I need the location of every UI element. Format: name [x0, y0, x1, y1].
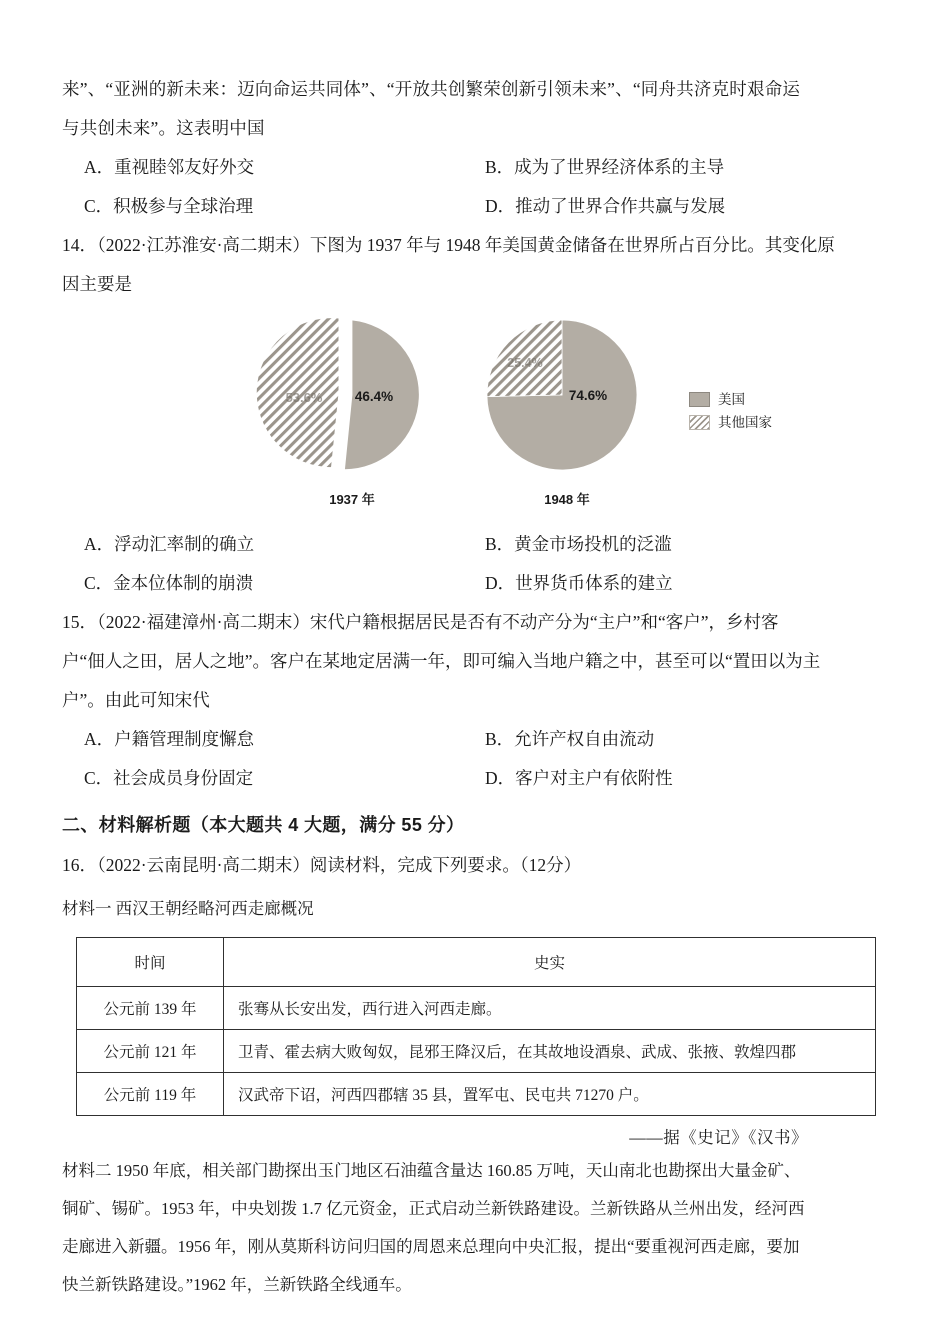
question16-stem: 16．（2022·云南昆明·高二期末）阅读材料，完成下列要求。（12分） [62, 855, 582, 875]
material-one-source: ——据《史记》《汉书》 [629, 1128, 808, 1147]
continuation-line-2: 与共创未来”。这表明中国 [62, 118, 265, 138]
pie-chart-1948 [462, 310, 672, 508]
option-row-cd [62, 187, 888, 226]
table-header-time: 时间 [77, 938, 224, 987]
q14-option-a[interactable]: A．浮动汇率制的确立 [84, 534, 255, 554]
legend-item-other [689, 411, 772, 434]
option-d[interactable]: D．推动了世界合作共赢与发展 [485, 196, 726, 216]
hexi-corridor-table [76, 937, 876, 1116]
question15-stem-line-3: 户”。由此可知宋代 [62, 690, 210, 710]
q14-option-row-ab [62, 525, 888, 564]
pie-1948-caption: 1948 年 [544, 492, 590, 507]
table-header-row [77, 938, 876, 987]
q15-option-a[interactable]: A．户籍管理制度懈怠 [84, 729, 255, 749]
legend-item-us [689, 388, 772, 411]
question14-stem-line-2: 因主要是 [62, 274, 132, 294]
legend-label-other: 其他国家 [718, 415, 772, 430]
chart-legend [689, 388, 772, 434]
option-c[interactable]: C．积极参与全球治理 [84, 196, 254, 216]
pie-1937-label-us: 46.4% [354, 389, 394, 404]
material-two-text [62, 1152, 888, 1304]
option-row-ab [62, 148, 888, 187]
table-cell-time: 公元前 119 年 [77, 1073, 224, 1116]
question15-stem-line-1: 15．（2022·福建漳州·高二期末）宋代户籍根据居民是否有不动产分为“主户”和“客户”，乡村客 [62, 612, 779, 632]
q14-option-d[interactable]: D．世界货币体系的建立 [485, 573, 673, 593]
continuation-line-1: 来”、“亚洲的新未来：迈向命运共同体”、“开放共创繁荣创新引领未来”、“同舟共济克时艰命运 [62, 79, 801, 99]
table-cell-time: 公元前 139 年 [77, 987, 224, 1030]
pie-1937-svg [252, 310, 452, 480]
continuation-paragraph [62, 70, 888, 148]
table-header-fact: 史实 [224, 938, 876, 987]
q14-option-row-cd [62, 564, 888, 603]
question14-stem [62, 226, 888, 304]
question14-stem-line-1: 14．（2022·江苏淮安·高二期末）下图为 1937 年与 1948 年美国黄金储备在世界所占百分比。其变化原 [62, 235, 835, 255]
question14-options [62, 525, 888, 603]
q15-option-row-cd [62, 759, 888, 798]
section-two-heading: 二、材料解析题（本大题共 4 大题，满分 55 分） [62, 815, 465, 835]
material-two-line-1: 材料二 1950 年底，相关部门勘探出玉门地区石油蕴含量达 160.85 万吨，天山南北也勘探出大量金矿、 [62, 1161, 801, 1180]
question15-stem-line-2: 户“佃人之田，居人之地”。客户在某地定居满一年，即可编入当地户籍之中，甚至可以“置田以为主 [62, 651, 821, 671]
pie-1948-svg [462, 310, 672, 480]
table-cell-time: 公元前 121 年 [77, 1030, 224, 1073]
table-row [77, 1030, 876, 1073]
pie-1937-caption: 1937 年 [329, 492, 375, 507]
question13-options [62, 148, 888, 226]
q15-option-d[interactable]: D．客户对主户有依附性 [485, 768, 673, 788]
material-two-line-4: 快兰新铁路建设。”1962 年，兰新铁路全线通车。 [62, 1275, 412, 1294]
table-row [77, 987, 876, 1030]
question15-stem [62, 603, 888, 720]
q14-option-c[interactable]: C．金本位体制的崩溃 [84, 573, 254, 593]
material-two-line-3: 走廊进入新疆。1956 年，刚从莫斯科访问归国的周恩来总理向中央汇报，提出“要重视河西走廊，要加 [62, 1237, 800, 1256]
pie-1937-label-other: 53.6% [285, 390, 323, 405]
legend-swatch-solid-icon [689, 392, 710, 407]
gold-reserve-pie-figure [62, 310, 888, 525]
pie-1948-label-us: 74.6% [568, 388, 608, 403]
table-cell-fact: 汉武帝下诏，河西四郡辖 35 县，置军屯、民屯共 71270 户。 [224, 1073, 876, 1116]
q15-option-row-ab [62, 720, 888, 759]
table-row [77, 1073, 876, 1116]
q14-option-b[interactable]: B．黄金市场投机的泛滥 [485, 534, 672, 554]
pie-1948-label-other: 25.4% [507, 356, 543, 370]
table-cell-fact: 张骞从长安出发，西行进入河西走廊。 [224, 987, 876, 1030]
pie-chart-1937 [252, 310, 452, 508]
material-one-label: 材料一 西汉王朝经略河西走廊概况 [62, 899, 314, 918]
q15-option-b[interactable]: B．允许产权自由流动 [485, 729, 655, 749]
option-b[interactable]: B．成为了世界经济体系的主导 [485, 157, 725, 177]
legend-label-us: 美国 [718, 392, 745, 407]
question15-options [62, 720, 888, 798]
material-two-line-2: 铜矿、锡矿。1953 年，中央划拨 1.7 亿元资金，正式启动兰新铁路建设。兰新铁路从兰州出发，经河西 [62, 1199, 805, 1218]
legend-swatch-hatch-icon [689, 415, 710, 430]
table-cell-fact: 卫青、霍去病大败匈奴，昆邪王降汉后，在其故地设酒泉、武成、张掖、敦煌四郡 [224, 1030, 876, 1073]
q15-option-c[interactable]: C．社会成员身份固定 [84, 768, 254, 788]
option-a[interactable]: A．重视睦邻友好外交 [84, 157, 255, 177]
